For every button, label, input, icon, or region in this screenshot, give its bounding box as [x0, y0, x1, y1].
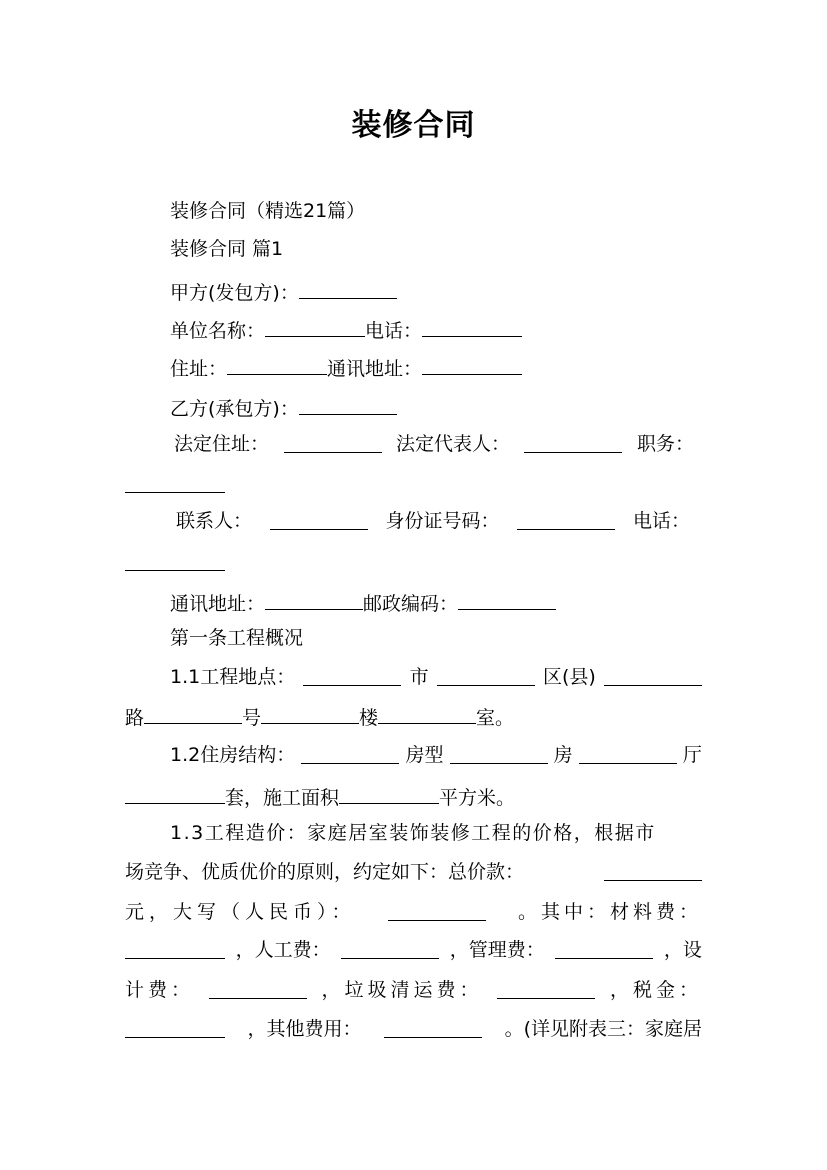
label: 套，施工面积 — [225, 787, 340, 809]
label: 区(县) — [542, 666, 596, 688]
label: 市 — [409, 666, 429, 688]
label: 1.2住房结构： — [170, 744, 296, 766]
blank-field[interactable] — [299, 397, 397, 415]
text: ，其他费用： — [247, 1018, 362, 1040]
label: 身份证号码： — [385, 510, 500, 532]
label: 法定代表人： — [395, 433, 510, 455]
legal-line-cont — [125, 475, 225, 497]
blank-field[interactable] — [517, 512, 615, 530]
label: 单位名称： — [170, 320, 266, 342]
blank-field[interactable] — [497, 981, 595, 999]
blank-field[interactable] — [437, 668, 535, 686]
company-line — [170, 319, 522, 341]
article-heading — [170, 629, 303, 648]
label: 楼 — [359, 707, 379, 729]
label: 通讯地址： — [170, 593, 266, 615]
party-b-line — [170, 397, 397, 419]
party-a-line — [170, 281, 397, 303]
label: 联系人： — [176, 510, 253, 532]
blank-field[interactable] — [555, 941, 653, 959]
price-paragraph-line5 — [125, 981, 702, 1000]
text: ，管理费： — [449, 939, 545, 961]
blank-field[interactable] — [458, 592, 556, 610]
blank-field[interactable] — [265, 592, 363, 610]
label: 职务： — [636, 433, 694, 455]
text: 装修合同 篇1 — [170, 238, 284, 260]
contact-line-cont — [125, 553, 225, 575]
blank-field[interactable] — [299, 281, 397, 299]
blank-field[interactable] — [384, 1020, 482, 1038]
blank-field[interactable] — [265, 319, 365, 337]
text: 计费： — [125, 979, 195, 1001]
label: 电话： — [365, 320, 423, 342]
label: 房型 — [405, 744, 444, 766]
postal-line — [170, 592, 556, 614]
label: 1.1工程地点： — [170, 666, 296, 688]
price-paragraph-line1 — [170, 824, 702, 843]
text: 。(详见附表三：家庭居 — [504, 1018, 702, 1040]
text: 。其中：材料费： — [517, 901, 702, 923]
price-paragraph-line2 — [125, 863, 702, 882]
blank-field[interactable] — [209, 981, 307, 999]
label: 号 — [242, 707, 262, 729]
blank-field[interactable] — [261, 706, 359, 724]
blank-field[interactable] — [422, 357, 522, 375]
label: 电话： — [632, 510, 690, 532]
text: 第一条工程概况 — [170, 627, 304, 649]
site-line-cont — [125, 706, 514, 728]
blank-field[interactable] — [604, 863, 702, 881]
label: 平方米。 — [439, 787, 516, 809]
blank-field[interactable] — [378, 706, 476, 724]
blank-field[interactable] — [284, 435, 382, 453]
text: 装修合同（精选21篇） — [170, 200, 366, 222]
price-paragraph-line3 — [125, 903, 702, 922]
blank-field[interactable] — [388, 903, 486, 921]
label: 厅 — [682, 744, 702, 766]
label: 甲方(发包方)： — [170, 282, 299, 304]
blank-field[interactable] — [579, 746, 677, 764]
label: 通讯地址： — [327, 358, 423, 380]
blank-field[interactable] — [125, 786, 225, 804]
label: 住址： — [170, 358, 228, 380]
price-paragraph-line6 — [125, 1020, 702, 1039]
text: ，税金： — [609, 979, 702, 1001]
structure-line — [170, 746, 702, 765]
blank-field[interactable] — [144, 706, 242, 724]
text: ，垃圾清运费： — [321, 979, 483, 1001]
blank-field[interactable] — [303, 668, 401, 686]
blank-field[interactable] — [125, 1020, 225, 1038]
blank-field[interactable] — [604, 668, 702, 686]
label: 法定住址： — [174, 433, 270, 455]
price-paragraph-line4 — [125, 941, 702, 960]
label: 路 — [125, 707, 145, 729]
blank-field[interactable] — [301, 746, 399, 764]
document-title: 装修合同 — [351, 108, 476, 143]
subtitle-line — [170, 202, 365, 221]
label: 邮政编码： — [363, 593, 459, 615]
blank-field[interactable] — [339, 786, 439, 804]
blank-field[interactable] — [270, 512, 368, 530]
blank-field[interactable] — [227, 357, 327, 375]
section-heading — [170, 240, 283, 259]
text: ，人工费： — [235, 939, 331, 961]
blank-field[interactable] — [450, 746, 548, 764]
text: 1.3工程造价：家庭居室装饰装修工程的价格，根据市 — [170, 822, 656, 844]
text: 场竞争、优质优价的原则，约定如下：总价款： — [125, 861, 525, 883]
blank-field[interactable] — [422, 319, 522, 337]
blank-field[interactable] — [125, 553, 225, 571]
label: 房 — [553, 744, 573, 766]
blank-field[interactable] — [125, 475, 225, 493]
label: 室。 — [476, 707, 515, 729]
address-line — [170, 357, 522, 379]
blank-field[interactable] — [125, 941, 225, 959]
blank-field[interactable] — [524, 435, 622, 453]
text: ，设 — [663, 939, 702, 961]
text: 元，大写（人民币）： — [125, 901, 356, 923]
structure-line-cont — [125, 786, 515, 808]
site-line — [170, 668, 702, 687]
legal-line — [174, 435, 694, 454]
contact-line — [176, 512, 690, 531]
blank-field[interactable] — [341, 941, 439, 959]
label: 乙方(承包方)： — [170, 398, 299, 420]
